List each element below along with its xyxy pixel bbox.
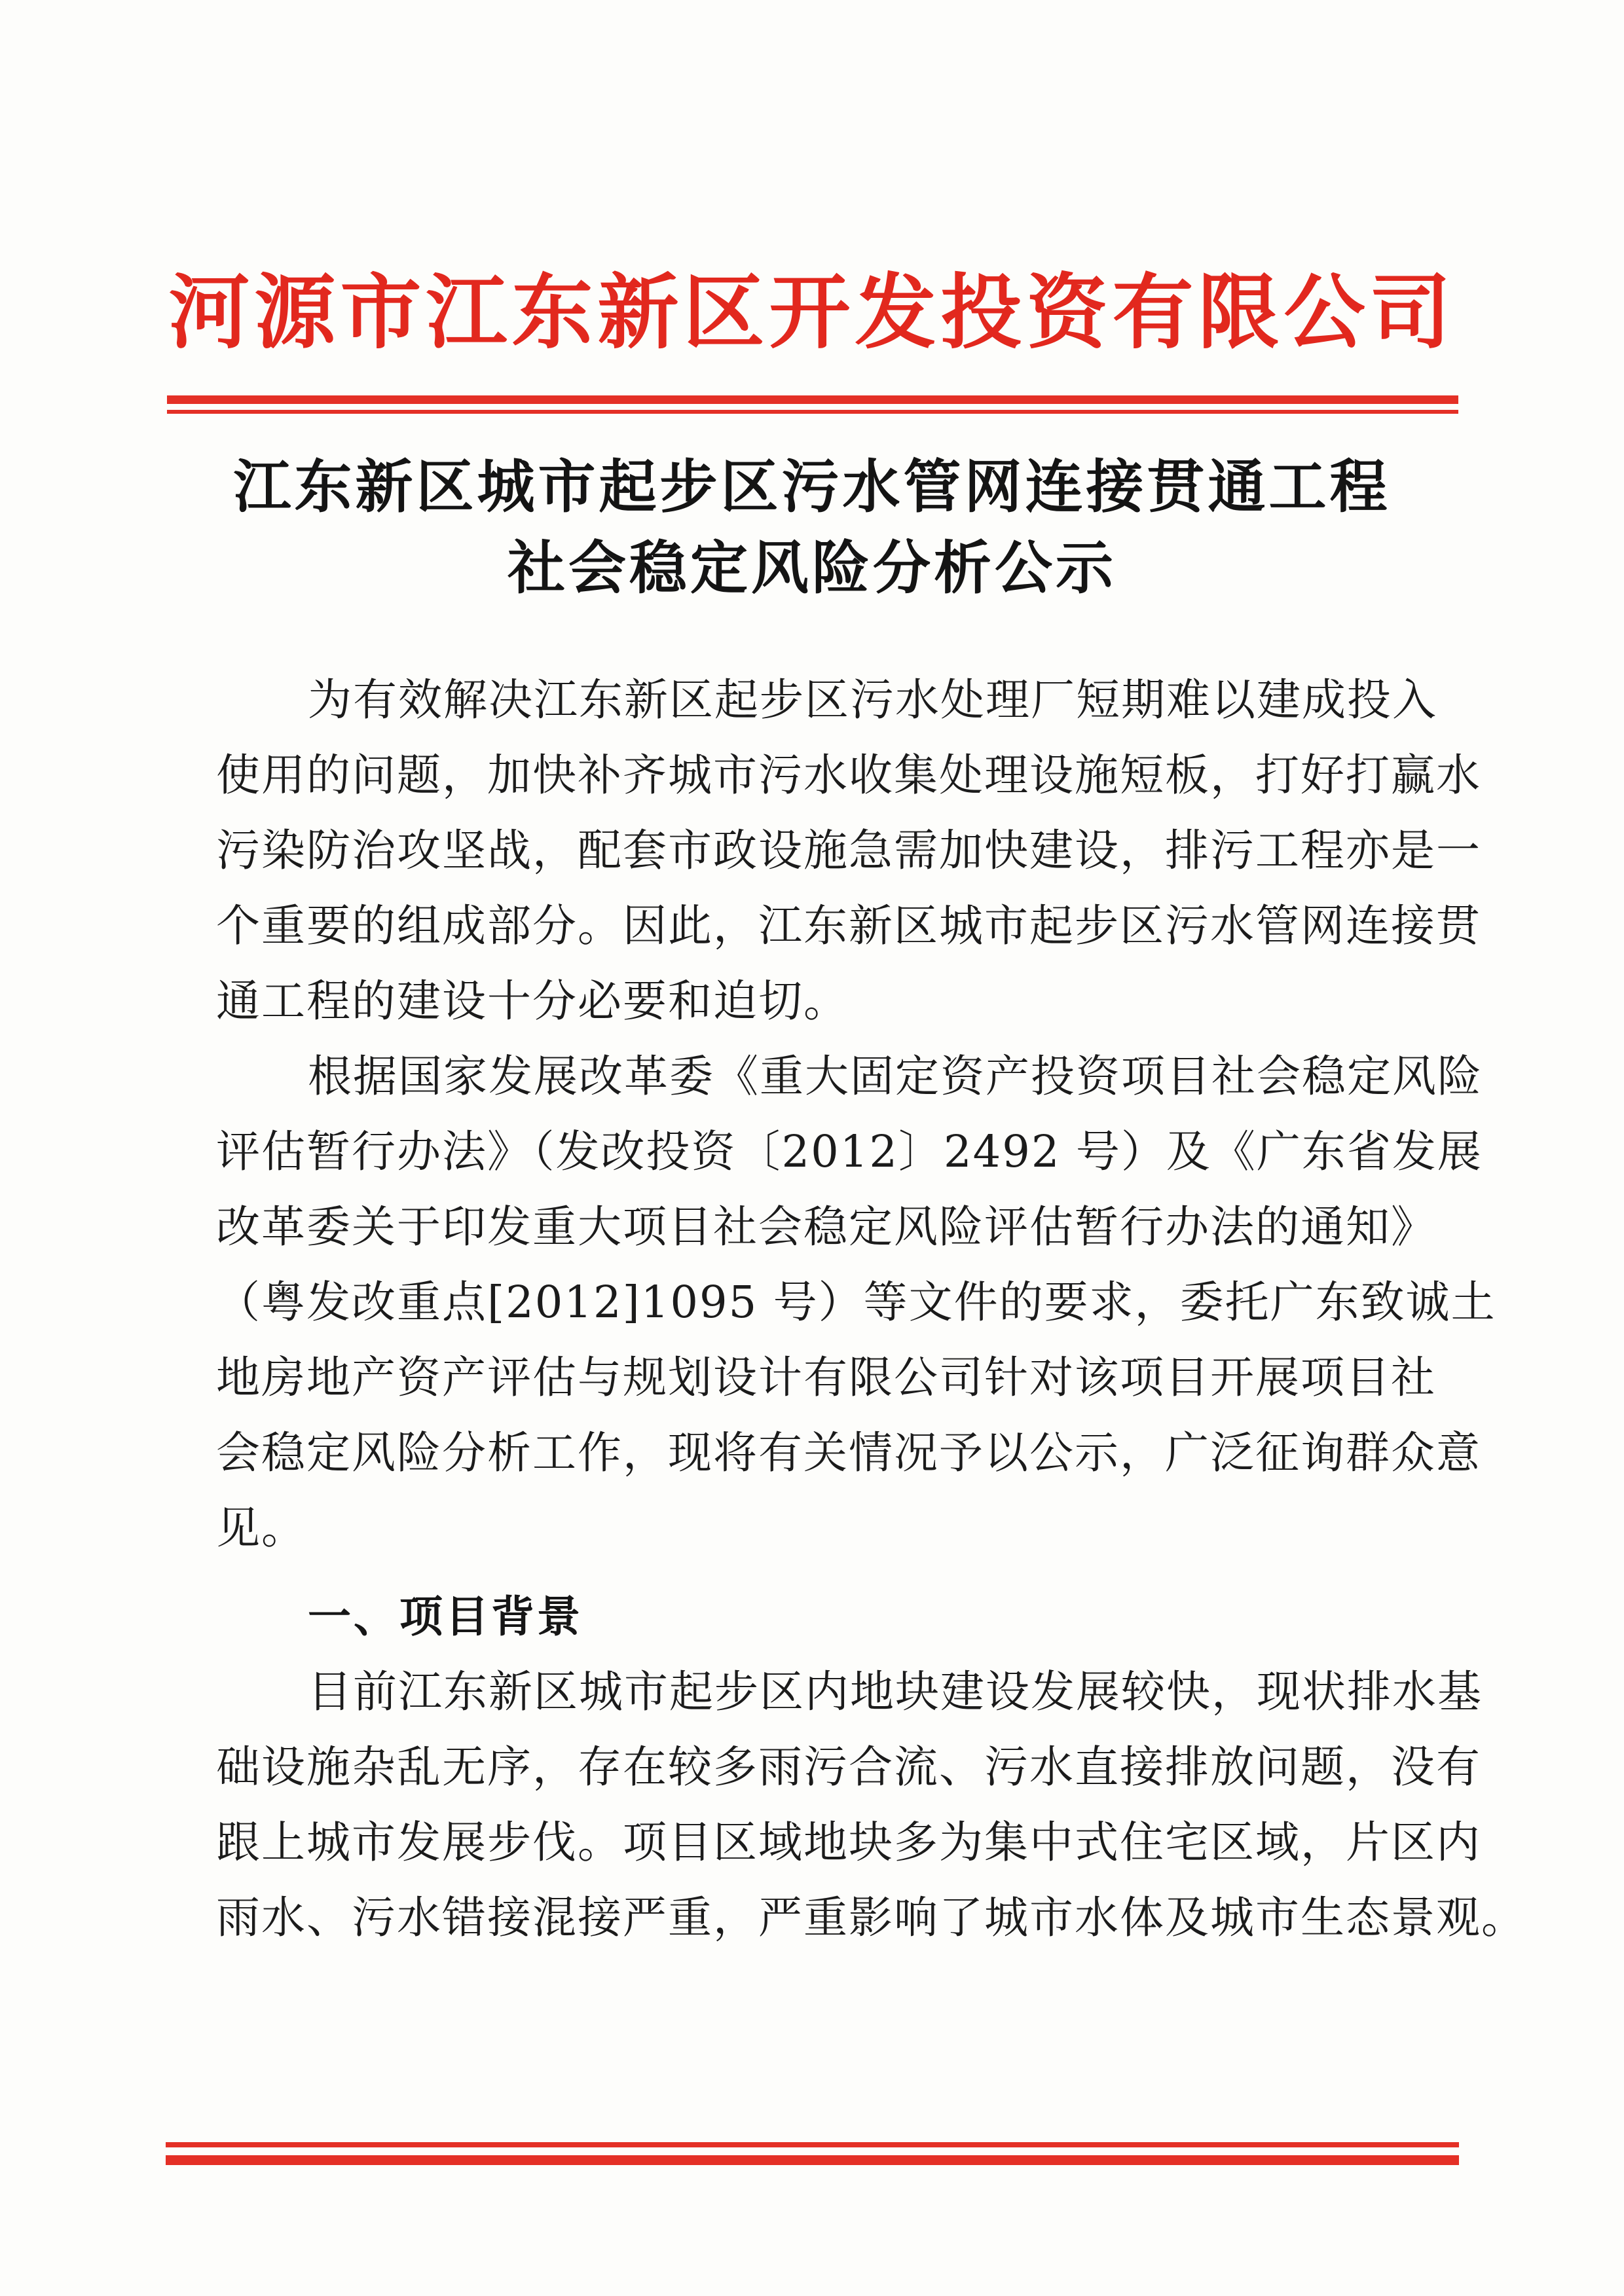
document-title-line1: 江东新区城市起步区污水管网连接贯通工程 xyxy=(233,453,1391,520)
masthead-divider-thin-line xyxy=(167,410,1458,414)
text-line: 评估暂行办法》（发改投资〔2012〕2492 号）及《广东省发展 xyxy=(216,1126,1483,1177)
document-body xyxy=(216,663,1526,1956)
footer-divider-thick-line xyxy=(166,2155,1459,2165)
paragraph-1 xyxy=(216,663,1481,1039)
document-title xyxy=(0,446,1624,609)
text-line: 会稳定风险分析工作，现将有关情况予以公示，广泛征询群众意 xyxy=(216,1427,1481,1478)
text-line: 见。 xyxy=(216,1503,306,1554)
document-title-line2: 社会稳定风险分析公示 xyxy=(507,534,1116,602)
masthead-divider xyxy=(167,395,1458,414)
text-line: 雨水、污水错接混接严重，严重影响了城市水体及城市生态景观。 xyxy=(216,1892,1526,1943)
text-line: 目前江东新区城市起步区内地块建设发展较快，现状排水基 xyxy=(308,1666,1483,1717)
text-line: 跟上城市发展步伐。项目区域地块多为集中式住宅区域，片区内 xyxy=(216,1817,1481,1868)
text-line: 为有效解决江东新区起步区污水处理厂短期难以建成投入 xyxy=(308,674,1437,725)
footer-divider xyxy=(166,2142,1459,2165)
text-line: 地房地产资产评估与规划设计有限公司针对该项目开展项目社 xyxy=(216,1352,1436,1403)
paragraph-2 xyxy=(216,1039,1496,1566)
section-heading-project-background: 一、项目背景 xyxy=(308,1592,583,1642)
text-line: 改革委关于印发重大项目社会稳定风险评估暂行办法的通知》 xyxy=(216,1201,1436,1252)
text-line: 通工程的建设十分必要和迫切。 xyxy=(216,975,849,1027)
masthead-divider-thick-line xyxy=(167,395,1458,404)
text-line: 根据国家发展改革委《重大固定资产投资项目社会稳定风险 xyxy=(308,1051,1483,1102)
text-line: 个重要的组成部分。因此，江东新区城市起步区污水管网连接贯 xyxy=(216,900,1481,951)
text-line: 使用的问题，加快补齐城市污水收集处理设施短板，打好打赢水 xyxy=(216,750,1481,801)
company-masthead: 河源市江东新区开发投资有限公司 xyxy=(168,265,1456,360)
footer-divider-thin-line xyxy=(166,2142,1459,2147)
paragraph-3 xyxy=(216,1654,1526,1956)
text-line: 污染防治攻坚战，配套市政设施急需加快建设，排污工程亦是一 xyxy=(216,825,1481,876)
text-line: 础设施杂乱无序，存在较多雨污合流、污水直接排放问题，没有 xyxy=(216,1741,1481,1793)
text-line: （粤发改重点[2012]1095 号）等文件的要求，委托广东致诚土 xyxy=(216,1277,1496,1328)
